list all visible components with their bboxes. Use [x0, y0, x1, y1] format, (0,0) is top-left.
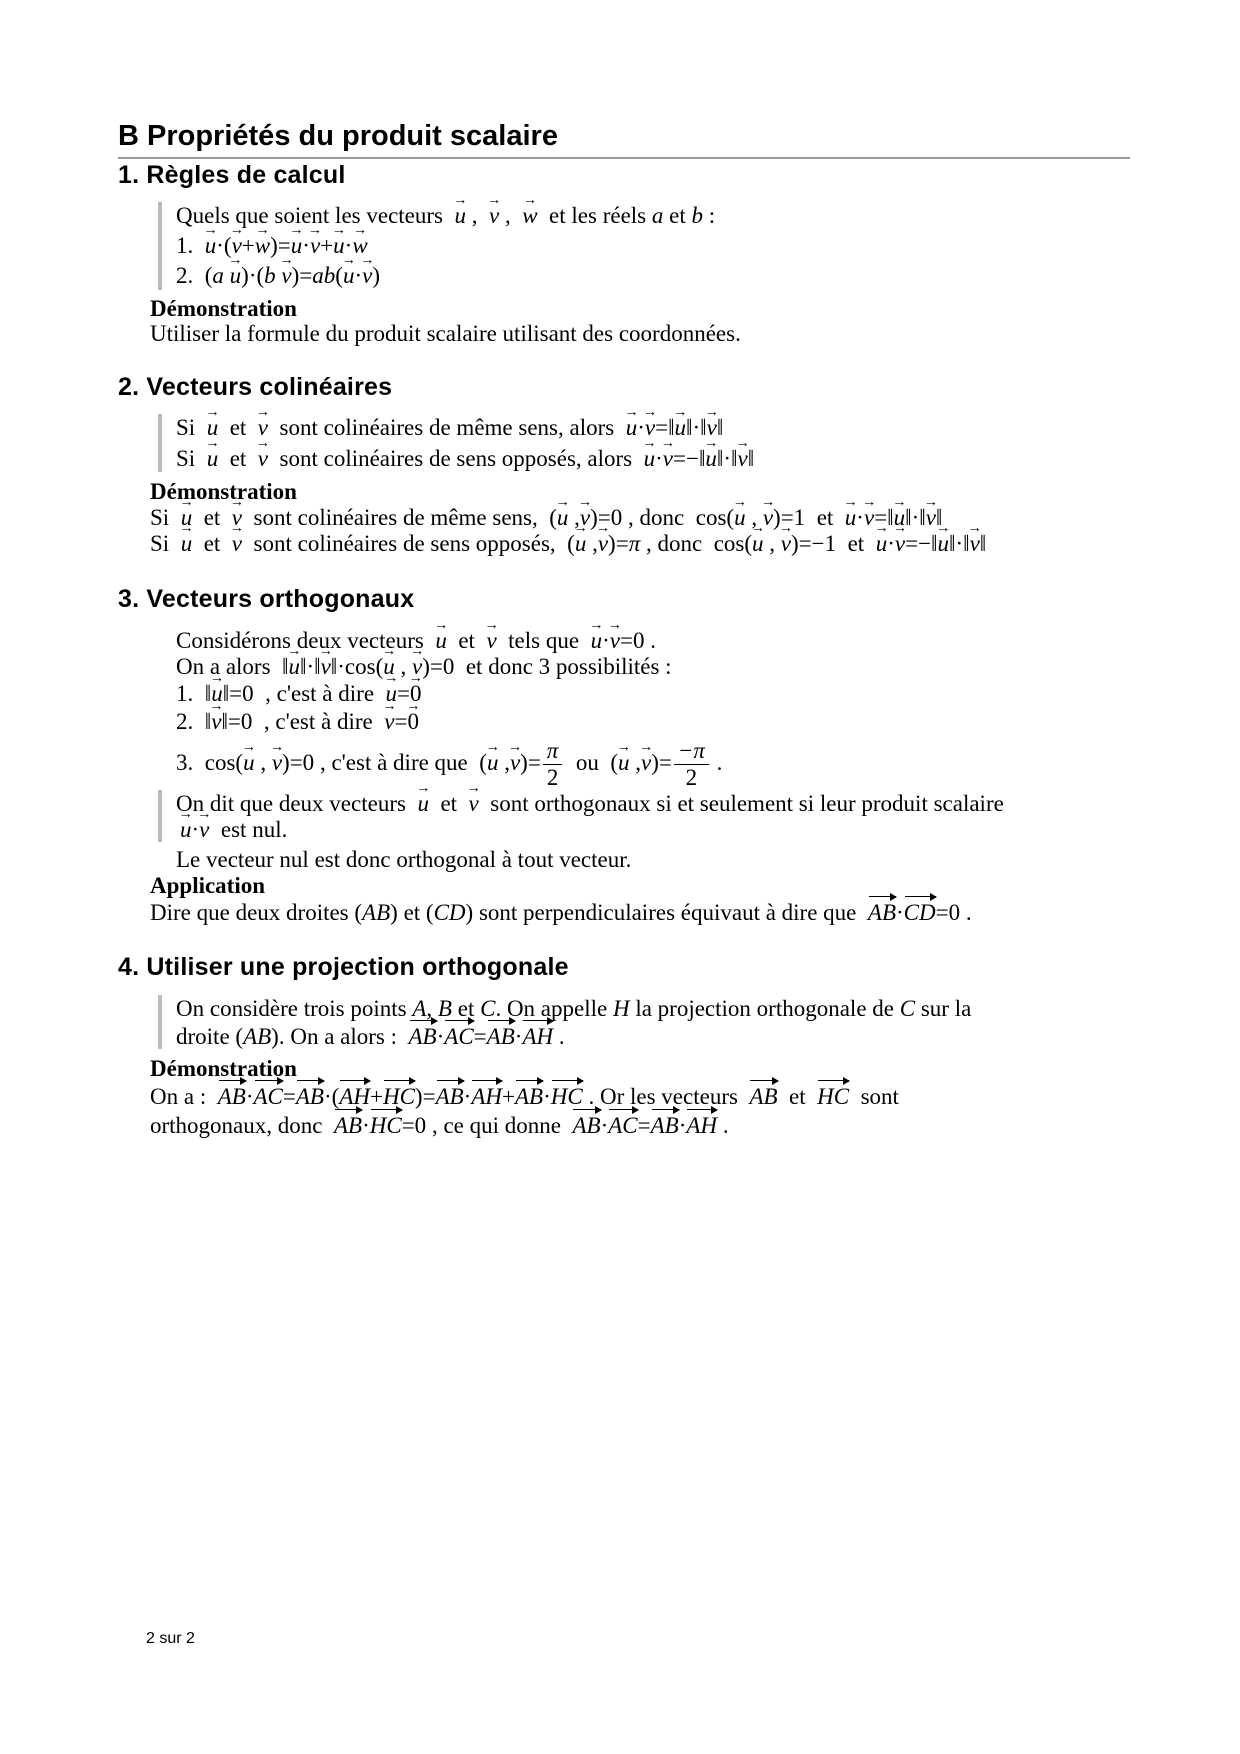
- section-heading-1: 1. Règles de calcul: [118, 161, 346, 189]
- def-line-2: → u·→ v est nul.: [180, 816, 287, 844]
- section-heading-4: 4. Utiliser une projection orthogonale: [118, 953, 569, 981]
- section-heading-3: 3. Vecteurs orthogonaux: [118, 585, 415, 613]
- projection-box: [158, 995, 1106, 1049]
- page-title: B Propriétés du produit scalaire: [118, 118, 1130, 159]
- def-line-1: On dit que deux vecteurs → u et → v sont orthogonaux si et seulement si leur produit scalaire: [176, 790, 1004, 818]
- section-heading-2: 2. Vecteurs colinéaires: [118, 373, 393, 401]
- demo-label-4: Démonstration: [150, 1056, 297, 1081]
- ortho-consider: Considérons deux vecteurs → u et → v tels que → u·→ v=0 .: [176, 627, 656, 655]
- demo-text-1: Utiliser la formule du produit scalaire utilisant des coordonnées.: [150, 321, 741, 346]
- demo-line-same: Si → u et → v sont colinéaires de même sens, (→ u ,→ v)=0 , donc cos(→ u , → v)=1 et → u·→ v=‖→ u‖·‖→ v‖: [150, 504, 942, 532]
- projection-line-2: droite (AB). On a alors : AB·AC=AB·AH .: [176, 1024, 565, 1049]
- ortho-onaalors: On a alors ‖→ u‖·‖→ v‖·cos(→ u , → v)=0 et donc 3 possibilités :: [176, 653, 672, 681]
- page-footer: 2 sur 2: [146, 1630, 195, 1647]
- demo-line-opposite: Si → u et → v sont colinéaires de sens opposés, (→ u ,→ v)=π , donc cos(→ u , → v)=−1 et → u·→ v=−‖→ u‖·‖→ v‖: [150, 530, 986, 558]
- null-vector-note: Le vecteur nul est donc orthogonal à tout vecteur.: [176, 847, 632, 872]
- demo-label-2: Démonstration: [150, 479, 297, 504]
- ortho-case-1: 1. ‖→ u‖=0 , c'est à dire → u=→ 0: [176, 680, 422, 708]
- colinear-opposite: Si → u et → v sont colinéaires de sens opposés, alors → u·→ v=−‖→ u‖·‖→ v‖: [176, 445, 754, 473]
- demo4-line-2: orthogonaux, donc AB·HC=0 , ce qui donne AB·AC=AB·AH .: [150, 1113, 729, 1138]
- demo4-line-1: On a : AB·AC=AB·(AH+HC)=AB·AH+AB·HC . Or les vecteurs AB et HC sont: [150, 1084, 899, 1109]
- rule-1: 1. → u·(→ v+→ w)=→ u·→ v+→ u·→ w: [176, 232, 368, 260]
- theorem-box-2: [158, 414, 1076, 472]
- ortho-case-2: 2. ‖→ v‖=0 , c'est à dire → v=→ 0: [176, 708, 419, 736]
- definition-box: [158, 790, 1106, 842]
- projection-line-1: On considère trois points A, B et C. On appelle H la projection orthogonale de C sur la: [176, 996, 972, 1021]
- demo-label-1: Démonstration: [150, 296, 297, 321]
- application-text: Dire que deux droites (AB) et (CD) sont perpendiculaires équivaut à dire que AB·CD=0 .: [150, 900, 972, 925]
- theorem-box-1: [158, 202, 1076, 290]
- application-label: Application: [150, 873, 266, 898]
- colinear-same: Si → u et → v sont colinéaires de même sens, alors → u·→ v=‖→ u‖·‖→ v‖: [176, 414, 723, 442]
- rule-intro: Quels que soient les vecteurs → u , → v , → w et les réels a et b :: [176, 202, 715, 230]
- rule-2: 2. (a → u)·(b → v)=ab(→ u·→ v): [176, 262, 380, 290]
- ortho-case-3: 3. cos(→ u , → v)=0 , c'est à dire que (→ u ,→ v)= $\frac{\pi}{2}$ ou (→ u ,→ v)= $\frac{-\pi}{2}$ .: [176, 738, 722, 791]
